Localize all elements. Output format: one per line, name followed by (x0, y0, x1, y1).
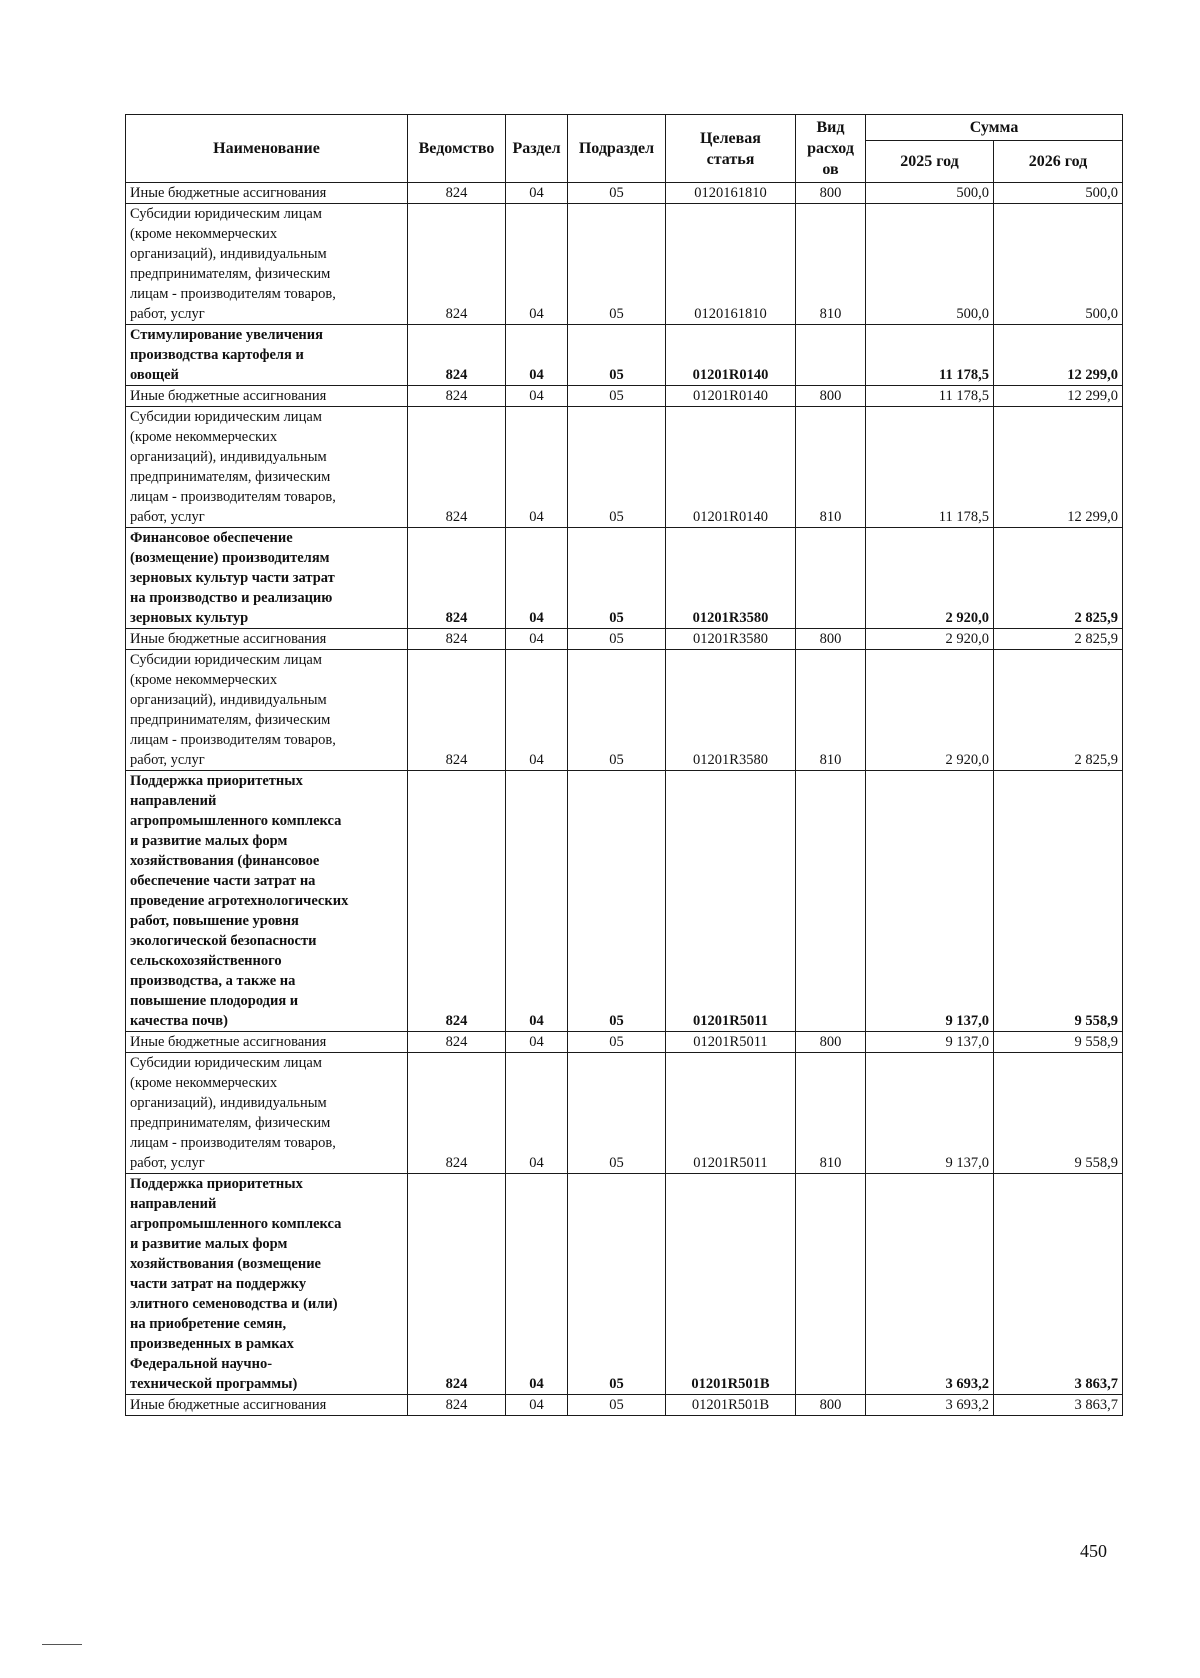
budget-table-container (125, 114, 1123, 1416)
cell-vedomstvo: 824 (408, 183, 506, 204)
cell-tselevaya-statya: 01201R5011 (666, 1053, 796, 1174)
cell-name: Субсидии юридическим лицам (кроме некоммерческих организаций), индивидуальным предпринимателям, физическим лицам - производителям товаров, работ, услуг (126, 650, 408, 771)
cell-tselevaya-statya: 01201R5011 (666, 771, 796, 1032)
cell-tselevaya-statya: 01201R501B (666, 1395, 796, 1416)
cell-vid-raskhodov: 800 (796, 183, 866, 204)
cell-sum-2025: 9 137,0 (866, 1053, 994, 1174)
table-row (126, 407, 1123, 528)
cell-vedomstvo: 824 (408, 386, 506, 407)
cell-sum-2025: 2 920,0 (866, 650, 994, 771)
table-row (126, 1174, 1123, 1395)
cell-vid-raskhodov: 800 (796, 386, 866, 407)
budget-table (125, 114, 1123, 1416)
cell-vid-raskhodov (796, 528, 866, 629)
table-row (126, 204, 1123, 325)
cell-vid-raskhodov: 810 (796, 407, 866, 528)
cell-name: Иные бюджетные ассигнования (126, 386, 408, 407)
header-year-2025: 2025 год (866, 141, 994, 183)
cell-razdel: 04 (506, 771, 568, 1032)
cell-razdel: 04 (506, 386, 568, 407)
header-tselevaya-statya: Целевая статья (666, 115, 796, 183)
cell-podrazdel: 05 (568, 1032, 666, 1053)
cell-podrazdel: 05 (568, 183, 666, 204)
cell-podrazdel: 05 (568, 407, 666, 528)
cell-sum-2026: 500,0 (994, 183, 1123, 204)
cell-vedomstvo: 824 (408, 1395, 506, 1416)
cell-tselevaya-statya: 01201R0140 (666, 386, 796, 407)
cell-name: Иные бюджетные ассигнования (126, 1395, 408, 1416)
cell-sum-2026: 12 299,0 (994, 386, 1123, 407)
header-name: Наименование (126, 115, 408, 183)
cell-name: Иные бюджетные ассигнования (126, 629, 408, 650)
cell-tselevaya-statya: 0120161810 (666, 204, 796, 325)
cell-name: Финансовое обеспечение (возмещение) производителям зерновых культур части затрат на производство и реализацию зерновых культур (126, 528, 408, 629)
table-row (126, 183, 1123, 204)
header-podrazdel: Подраздел (568, 115, 666, 183)
cell-tselevaya-statya: 01201R0140 (666, 407, 796, 528)
cell-razdel: 04 (506, 183, 568, 204)
scan-edge-mark (42, 1644, 82, 1645)
cell-sum-2026: 12 299,0 (994, 407, 1123, 528)
cell-name: Субсидии юридическим лицам (кроме некоммерческих организаций), индивидуальным предпринимателям, физическим лицам - производителям товаров, работ, услуг (126, 407, 408, 528)
cell-razdel: 04 (506, 1032, 568, 1053)
cell-sum-2025: 2 920,0 (866, 629, 994, 650)
cell-tselevaya-statya: 01201R5011 (666, 1032, 796, 1053)
cell-vid-raskhodov: 800 (796, 629, 866, 650)
cell-podrazdel: 05 (568, 650, 666, 771)
cell-sum-2025: 3 693,2 (866, 1395, 994, 1416)
cell-podrazdel: 05 (568, 1395, 666, 1416)
table-row (126, 528, 1123, 629)
cell-sum-2025: 3 693,2 (866, 1174, 994, 1395)
cell-vid-raskhodov (796, 1174, 866, 1395)
cell-razdel: 04 (506, 1174, 568, 1395)
cell-name: Субсидии юридическим лицам (кроме некоммерческих организаций), индивидуальным предпринимателям, физическим лицам - производителям товаров, работ, услуг (126, 204, 408, 325)
cell-razdel: 04 (506, 650, 568, 771)
cell-sum-2026: 9 558,9 (994, 1053, 1123, 1174)
cell-vedomstvo: 824 (408, 771, 506, 1032)
cell-podrazdel: 05 (568, 629, 666, 650)
cell-sum-2026: 9 558,9 (994, 1032, 1123, 1053)
header-summa: Сумма (866, 115, 1123, 141)
cell-name: Иные бюджетные ассигнования (126, 1032, 408, 1053)
cell-razdel: 04 (506, 204, 568, 325)
cell-razdel: 04 (506, 1395, 568, 1416)
cell-sum-2025: 11 178,5 (866, 386, 994, 407)
table-row (126, 1053, 1123, 1174)
cell-razdel: 04 (506, 407, 568, 528)
table-row (126, 771, 1123, 1032)
cell-vedomstvo: 824 (408, 528, 506, 629)
cell-razdel: 04 (506, 528, 568, 629)
cell-podrazdel: 05 (568, 325, 666, 386)
cell-vedomstvo: 824 (408, 407, 506, 528)
cell-sum-2025: 500,0 (866, 204, 994, 325)
cell-vid-raskhodov: 800 (796, 1032, 866, 1053)
cell-podrazdel: 05 (568, 771, 666, 1032)
cell-razdel: 04 (506, 1053, 568, 1174)
cell-name: Иные бюджетные ассигнования (126, 183, 408, 204)
cell-sum-2026: 3 863,7 (994, 1395, 1123, 1416)
cell-sum-2025: 11 178,5 (866, 407, 994, 528)
header-razdel: Раздел (506, 115, 568, 183)
cell-sum-2025: 9 137,0 (866, 771, 994, 1032)
cell-sum-2025: 11 178,5 (866, 325, 994, 386)
cell-tselevaya-statya: 01201R501B (666, 1174, 796, 1395)
table-row (126, 629, 1123, 650)
cell-tselevaya-statya: 01201R3580 (666, 528, 796, 629)
cell-podrazdel: 05 (568, 1174, 666, 1395)
table-body (126, 183, 1123, 1416)
cell-vedomstvo: 824 (408, 1053, 506, 1174)
cell-tselevaya-statya: 0120161810 (666, 183, 796, 204)
cell-name: Поддержка приоритетных направлений агропромышленного комплекса и развитие малых форм хозяйствования (возмещение части затрат на поддержку элитного семеноводства и (или) на приобретение семян, произведенных в рамках Федеральной научно- технической программы) (126, 1174, 408, 1395)
cell-razdel: 04 (506, 629, 568, 650)
cell-tselevaya-statya: 01201R3580 (666, 629, 796, 650)
cell-name: Субсидии юридическим лицам (кроме некоммерческих организаций), индивидуальным предпринимателям, физическим лицам - производителям товаров, работ, услуг (126, 1053, 408, 1174)
cell-sum-2026: 12 299,0 (994, 325, 1123, 386)
cell-vid-raskhodov: 800 (796, 1395, 866, 1416)
cell-vedomstvo: 824 (408, 650, 506, 771)
header-vedomstvo: Ведомство (408, 115, 506, 183)
cell-sum-2026: 2 825,9 (994, 650, 1123, 771)
cell-vid-raskhodov: 810 (796, 650, 866, 771)
cell-razdel: 04 (506, 325, 568, 386)
cell-sum-2026: 2 825,9 (994, 528, 1123, 629)
table-row (126, 1395, 1123, 1416)
table-row (126, 650, 1123, 771)
table-row (126, 386, 1123, 407)
cell-podrazdel: 05 (568, 528, 666, 629)
cell-vid-raskhodov: 810 (796, 204, 866, 325)
table-row (126, 325, 1123, 386)
cell-vedomstvo: 824 (408, 325, 506, 386)
cell-sum-2025: 9 137,0 (866, 1032, 994, 1053)
cell-vedomstvo: 824 (408, 1032, 506, 1053)
cell-podrazdel: 05 (568, 386, 666, 407)
cell-vedomstvo: 824 (408, 629, 506, 650)
cell-sum-2026: 500,0 (994, 204, 1123, 325)
header-year-2026: 2026 год (994, 141, 1123, 183)
cell-sum-2025: 500,0 (866, 183, 994, 204)
page-number: 450 (1080, 1541, 1107, 1561)
table-row (126, 1032, 1123, 1053)
cell-vid-raskhodov (796, 325, 866, 386)
cell-vedomstvo: 824 (408, 1174, 506, 1395)
cell-tselevaya-statya: 01201R3580 (666, 650, 796, 771)
cell-name: Стимулирование увеличения производства картофеля и овощей (126, 325, 408, 386)
cell-sum-2026: 2 825,9 (994, 629, 1123, 650)
cell-vid-raskhodov: 810 (796, 1053, 866, 1174)
cell-sum-2025: 2 920,0 (866, 528, 994, 629)
cell-name: Поддержка приоритетных направлений агропромышленного комплекса и развитие малых форм хозяйствования (финансовое обеспечение части затрат на проведение агротехнологических работ, повышение уровня экологической безопасности сельскохозяйственного производства, а также на повышение плодородия и качества почв) (126, 771, 408, 1032)
cell-tselevaya-statya: 01201R0140 (666, 325, 796, 386)
cell-sum-2026: 9 558,9 (994, 771, 1123, 1032)
cell-vid-raskhodov (796, 771, 866, 1032)
cell-sum-2026: 3 863,7 (994, 1174, 1123, 1395)
cell-podrazdel: 05 (568, 1053, 666, 1174)
header-vid-raskhodov: Вид расход ов (796, 115, 866, 183)
cell-vedomstvo: 824 (408, 204, 506, 325)
cell-podrazdel: 05 (568, 204, 666, 325)
